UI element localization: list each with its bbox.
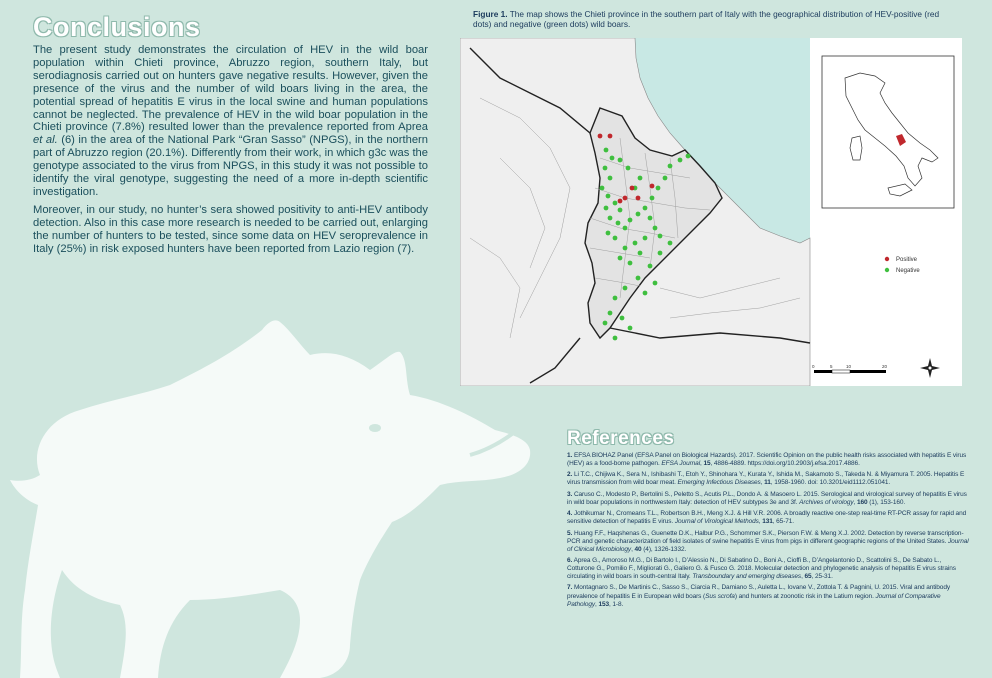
positive-sample-dot: [623, 196, 628, 201]
scale-label-20: 20: [882, 364, 888, 369]
negative-sample-dot: [610, 156, 615, 161]
negative-sample-dot: [616, 221, 621, 226]
wild-boar-silhouette: [0, 300, 540, 678]
negative-sample-dot: [636, 276, 641, 281]
negative-sample-dot: [623, 286, 628, 291]
negative-sample-dot: [643, 291, 648, 296]
negative-sample-dot: [608, 176, 613, 181]
negative-sample-dot: [613, 236, 618, 241]
negative-sample-dot: [686, 154, 691, 159]
negative-sample-dot: [620, 316, 625, 321]
negative-sample-dot: [606, 231, 611, 236]
positive-sample-dot: [630, 186, 635, 191]
negative-sample-dot: [618, 158, 623, 163]
references-title: References: [567, 428, 675, 449]
negative-sample-dot: [636, 212, 641, 217]
negative-sample-dot: [608, 216, 613, 221]
negative-sample-dot: [638, 251, 643, 256]
positive-sample-dot: [608, 134, 613, 139]
reference-item: 1. EFSA BIOHAZ Panel (EFSA Panel on Biological Hazards). 2017. Scientific Opinion on the public health risks associated with hepatitis E virus (HEV) as a food-borne pathogen. EFSA Journal, 15, 4886-4889. https://doi.org/10.2903/j.efsa.2017.4886.: [567, 452, 967, 468]
negative-sample-dot: [600, 186, 605, 191]
conclusions-body: [33, 44, 428, 261]
figure-caption: Figure 1. The map shows the Chieti province in the southern part of Italy with the geographical distribution of HEV-positive (red dots) and negative (green dots) wild boars.: [473, 9, 940, 29]
positive-sample-dot: [650, 184, 655, 189]
positive-sample-dot: [618, 199, 623, 204]
negative-sample-dot: [603, 321, 608, 326]
negative-sample-dot: [613, 201, 618, 206]
negative-sample-dot: [638, 176, 643, 181]
figure-label: Figure 1.: [473, 9, 508, 19]
legend-negative-dot: [885, 268, 889, 272]
negative-sample-dot: [658, 251, 663, 256]
legend-positive-dot: [885, 257, 889, 261]
reference-item: 5. Huang F.F., Haqshenas G., Guenette D.K., Halbur P.G., Schommer S.K., Pierson F.W. & Meng X.J. 2002. Detection by reverse transcription-PCR and genetic characterization of field isolates of swine hepatitis E virus from pigs in different geographic regions of the United States. Journal of Clinical Microbiology, 40 (4), 1326-1332.: [567, 529, 969, 553]
negative-sample-dot: [628, 261, 633, 266]
compass-rose-icon: [920, 358, 940, 378]
legend-positive-label: Positive: [896, 257, 918, 263]
negative-sample-dot: [604, 148, 609, 153]
positive-sample-dot: [636, 196, 641, 201]
conclusions-title: Conclusions: [33, 12, 201, 42]
negative-sample-dot: [628, 326, 633, 331]
reference-item: 4. Jothikumar N., Cromeans T.L., Robertson B.H., Meng X.J. & Hill V.R. 2006. A broadly reactive one-step real-time RT-PCR assay for rapid and sensitive detection of hepatitis E virus. Journal of Virological Methods, 131, 65-71.: [567, 510, 967, 526]
reference-item: 6. Aprea G., Amoroso M.G., Di Bartolo I., D’Alessio N., Di Sabatino D., Boni A., Cioffi B., D’Angelantonio D., Scattolini S., De Sabato L., Cotturone G., Pomilio F., Migliorati G., Galiero G. & Fusco G. 2018. Molecular detection and phylogenetic analysis of hepatitis E virus strains circulating in wild boars in south-central Italy. Transboundary and emerging diseases, 65, 25-31.: [567, 556, 956, 581]
negative-sample-dot: [653, 281, 658, 286]
negative-sample-dot: [648, 264, 653, 269]
reference-item: 2. Li T.C., Chijiwa K., Sera N., Ishibashi T., Etoh Y., Shinohara Y., Kurata Y., Ishida M., Sakamoto S., Takeda N. & Miyamura T. 2005. Hepatitis E virus transmission from wild boar meat. Emerging Infectious Diseases, 11, 1958-1960. doi: 10.3201/eid1112.051041.: [567, 471, 965, 487]
negative-sample-dot: [656, 186, 661, 191]
negative-sample-dot: [643, 206, 648, 211]
conclusions-paragraph-1: The present study demonstrates the circulation of HEV in the wild boar population within Chieti province, Abruzzo region, southern Italy, but serodiagnosis carried out on hunters gave negative results. However, given the presence of the virus and the number of wild boars living in the area, the potential spread of hepatitis E virus in the local swine and human populations cannot be neglected. The prevalence of HEV in the wild boar population in the Chieti province (7.8%) resulted lower than the prevalence reported from Aprea et al. (6) in the area of the National Park “Gran Sasso” (NPGS), in the northern part of Abruzzo region (20.1%). Differently from their work, in which g3c was the genotype associated to the virus from NPGS, in this study it was not possible to identify the viral genotype, suggesting the need of a more in-depth scientific investigation.: [33, 44, 428, 198]
negative-sample-dot: [603, 166, 608, 171]
negative-sample-dot: [606, 194, 611, 199]
references-list: [567, 452, 970, 612]
negative-sample-dot: [628, 218, 633, 223]
italy-inset-map: [822, 56, 954, 208]
negative-sample-dot: [613, 336, 618, 341]
negative-sample-dot: [623, 226, 628, 231]
negative-sample-dot: [633, 241, 638, 246]
negative-sample-dot: [643, 236, 648, 241]
negative-sample-dot: [668, 241, 673, 246]
figure-map: [460, 38, 962, 386]
negative-sample-dot: [658, 234, 663, 239]
negative-sample-dot: [648, 216, 653, 221]
reference-item: 3. Caruso C., Modesto P., Bertolini S., Peletto S., Acutis P.L., Dondo A. & Masoero L. 2015. Serological and virological survey of hepatitis E virus in wild boar populations in northwestern Italy: detection of HEV subtypes 3e and 3f. Archives of virology, 160 (1), 153-160.: [567, 490, 967, 506]
conclusions-paragraph-2: Moreover, in our study, no hunter’s sera showed positivity to anti-HEV antibody detection. Also in this case more research is needed to be carried out, enlarging the number of hunters to be tested, since some data on HEV seroprevalence in Italy (25%) in risk exposed hunters have been reported from Lazio region (7).: [33, 203, 428, 255]
negative-sample-dot: [653, 226, 658, 231]
negative-sample-dot: [623, 246, 628, 251]
scale-label-5: 5: [830, 364, 833, 369]
map-legend: [885, 257, 921, 274]
sardinia-outline: [850, 136, 862, 160]
scale-bar: [812, 364, 888, 373]
negative-sample-dot: [604, 206, 609, 211]
negative-sample-dot: [663, 176, 668, 181]
negative-sample-dot: [618, 208, 623, 213]
negative-sample-dot: [678, 158, 683, 163]
negative-sample-dot: [608, 311, 613, 316]
negative-sample-dot: [613, 296, 618, 301]
negative-sample-dot: [626, 166, 631, 171]
positive-sample-dot: [598, 134, 603, 139]
scale-label-0: 0: [812, 364, 815, 369]
reference-item: 7. Montagnaro S., De Martinis C., Sasso S., Ciarcia R., Damiano S., Auletta L., Iovane V., Zottola T. & Pagnini, U. 2015. Viral and antibody prevalence of hepatitis E in European wild boars (Sus scrofa) and hunters at zoonotic risk in the Latium region. Journal of Comparative Pathology, 153, 1-8.: [567, 584, 950, 608]
negative-sample-dot: [650, 196, 655, 201]
scale-label-10: 10: [846, 364, 852, 369]
negative-sample-dot: [668, 164, 673, 169]
negative-sample-dot: [618, 256, 623, 261]
legend-negative-label: Negative: [896, 268, 920, 274]
